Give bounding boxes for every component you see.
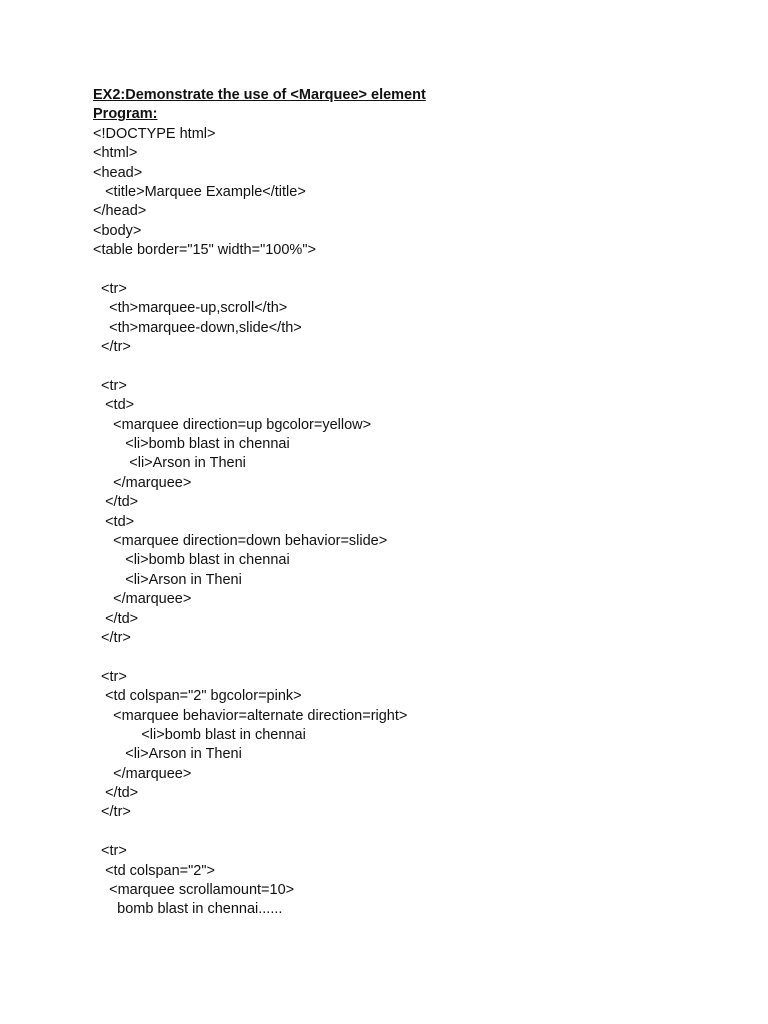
code-line: <html> (93, 145, 138, 162)
program-label: Program: (93, 106, 158, 123)
code-line: </tr> (93, 804, 131, 821)
code-line: <tr> (93, 280, 127, 297)
code-line: </marquee> (93, 474, 192, 491)
code-line: <table border="15" width="100%"> (93, 242, 316, 259)
code-line: <title>Marquee Example</title> (93, 183, 306, 200)
code-line: </tr> (93, 629, 131, 646)
code-line: <!DOCTYPE html> (93, 125, 216, 142)
code-line: </td> (93, 610, 139, 627)
code-line: <body> (93, 222, 142, 239)
code-line (93, 648, 733, 667)
code-line: </td> (93, 494, 139, 511)
code-line: <th>marquee-up,scroll</th> (93, 300, 288, 317)
code-line: <head> (93, 164, 143, 181)
code-line: <tr> (93, 668, 127, 685)
code-line (93, 261, 733, 280)
code-line: </marquee> (93, 591, 192, 608)
code-line: <td colspan="2" bgcolor=pink> (93, 688, 302, 705)
code-line: </head> (93, 203, 147, 220)
code-line (93, 357, 733, 376)
code-line: <marquee scrollamount=10> (93, 882, 295, 899)
code-line: <tr> (93, 377, 127, 394)
code-line: <li>bomb blast in chennai (93, 552, 290, 569)
code-line: </marquee> (93, 765, 192, 782)
code-line: <td colspan="2"> (93, 862, 215, 879)
code-line: <marquee direction=up bgcolor=yellow> (93, 416, 372, 433)
code-line: <li>bomb blast in chennai (93, 726, 306, 743)
code-line: <td> (93, 513, 135, 530)
code-line: bomb blast in chennai...... (93, 901, 283, 918)
code-line: <th>marquee-down,slide</th> (93, 319, 302, 336)
document-title: EX2:Demonstrate the use of <Marquee> element (93, 87, 426, 103)
code-line: <marquee behavior=alternate direction=right> (93, 707, 408, 724)
code-line: <li>Arson in Theni (93, 746, 242, 763)
code-line: <marquee direction=down behavior=slide> (93, 532, 388, 549)
code-line: </tr> (93, 339, 131, 356)
code-line (93, 823, 733, 842)
code-line: <li>Arson in Theni (93, 571, 242, 588)
code-line: <tr> (93, 843, 127, 860)
document-content (93, 86, 733, 920)
code-line: </td> (93, 785, 139, 802)
code-line: <li>bomb blast in chennai (93, 436, 290, 453)
code-line: <li>Arson in Theni (93, 455, 246, 472)
code-line: <td> (93, 397, 135, 414)
code-block (93, 125, 733, 920)
